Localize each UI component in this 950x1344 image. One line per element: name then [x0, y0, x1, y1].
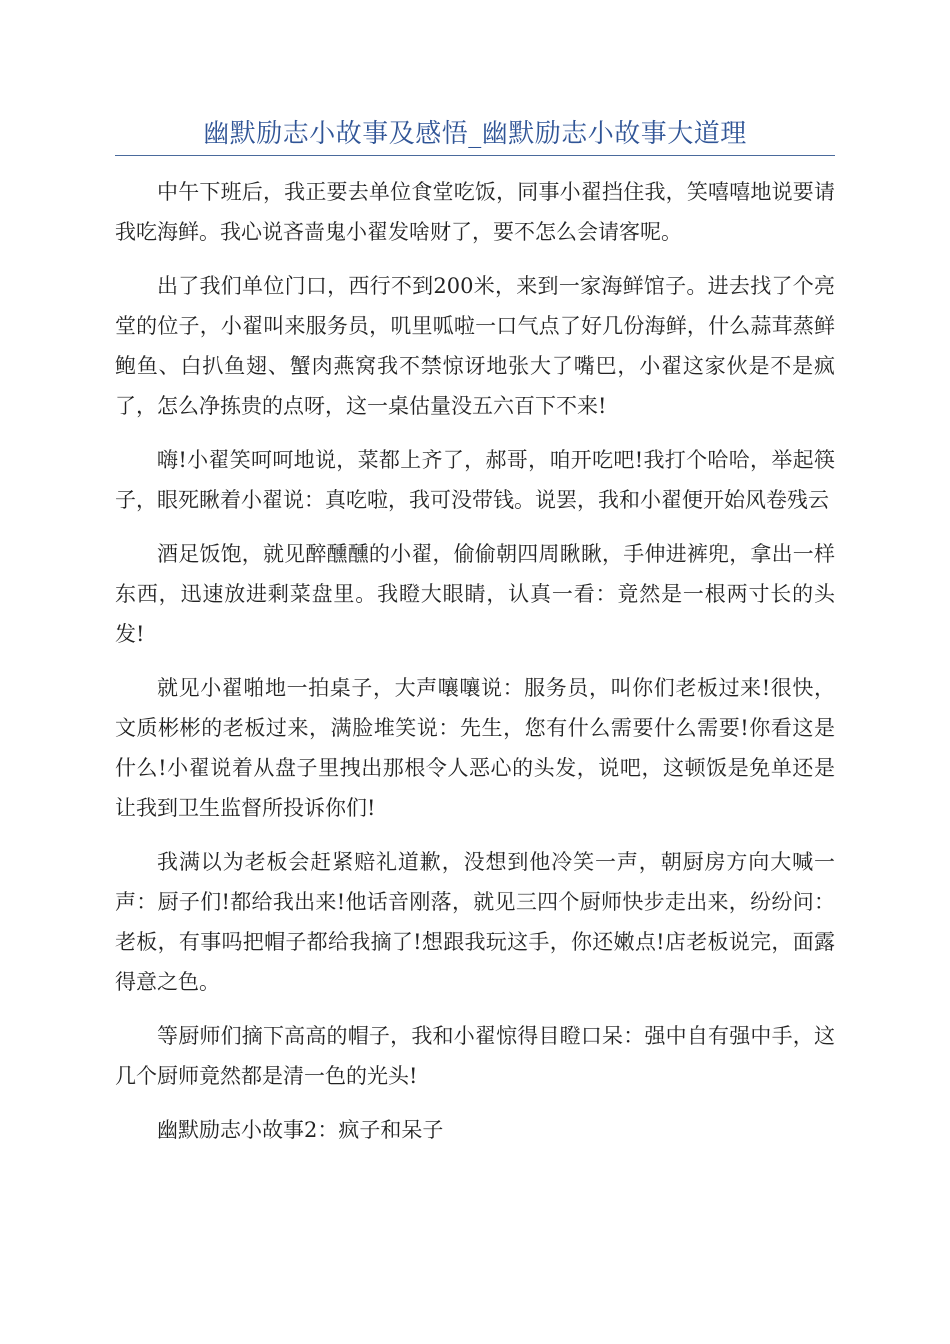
section-heading-story-2: 幽默励志小故事2：疯子和呆子	[157, 1118, 444, 1142]
paragraph-6: 我满以为老板会赶紧赔礼道歉，没想到他冷笑一声，朝厨房方向大喊一声：厨子们!都给我出来!他话音刚落，就见三四个厨师快步走出来，纷纷问：老板，有事吗把帽子都给我摘了!想跟我玩这手，你还嫩点!店老板说完，面露得意之色。	[115, 850, 835, 994]
paragraph-2: 出了我们单位门口，西行不到200米，来到一家海鲜馆子。进去找了个亮堂的位子，小翟叫来服务员，叽里呱啦一口气点了好几份海鲜，什么蒜茸蒸鲜鲍鱼、白扒鱼翅、蟹肉燕窝我不禁惊讶地张大了嘴巴，小翟这家伙是不是疯了，怎么净拣贵的点呀，这一桌估量没五六百下不来!	[115, 274, 835, 418]
document-title: 幽默励志小故事及感悟_幽默励志小故事大道理	[203, 119, 747, 149]
title-block	[115, 112, 835, 156]
paragraph-5: 就见小翟啪地一拍桌子，大声嚷嚷说：服务员，叫你们老板过来!很快，文质彬彬的老板过来，满脸堆笑说：先生，您有什么需要什么需要!你看这是什么!小翟说着从盘子里拽出那根令人恶心的头发，说吧，这顿饭是免单还是让我到卫生监督所投诉你们!	[115, 676, 835, 820]
paragraph-4: 酒足饭饱，就见醉醺醺的小翟，偷偷朝四周瞅瞅，手伸进裤兜，拿出一样东西，迅速放进剩菜盘里。我瞪大眼睛，认真一看：竟然是一根两寸长的头发!	[115, 542, 835, 646]
document-body	[115, 172, 835, 1164]
paragraph-7: 等厨师们摘下高高的帽子，我和小翟惊得目瞪口呆：强中自有强中手，这几个厨师竟然都是清一色的光头!	[115, 1024, 835, 1088]
paragraph-1: 中午下班后，我正要去单位食堂吃饭，同事小翟挡住我，笑嘻嘻地说要请我吃海鲜。我心说吝啬鬼小翟发啥财了，要不怎么会请客呢。	[115, 180, 835, 244]
paragraph-3: 嗨!小翟笑呵呵地说，菜都上齐了，郝哥，咱开吃吧!我打个哈哈，举起筷子，眼死瞅着小翟说：真吃啦，我可没带钱。说罢，我和小翟便开始风卷残云	[115, 448, 835, 512]
